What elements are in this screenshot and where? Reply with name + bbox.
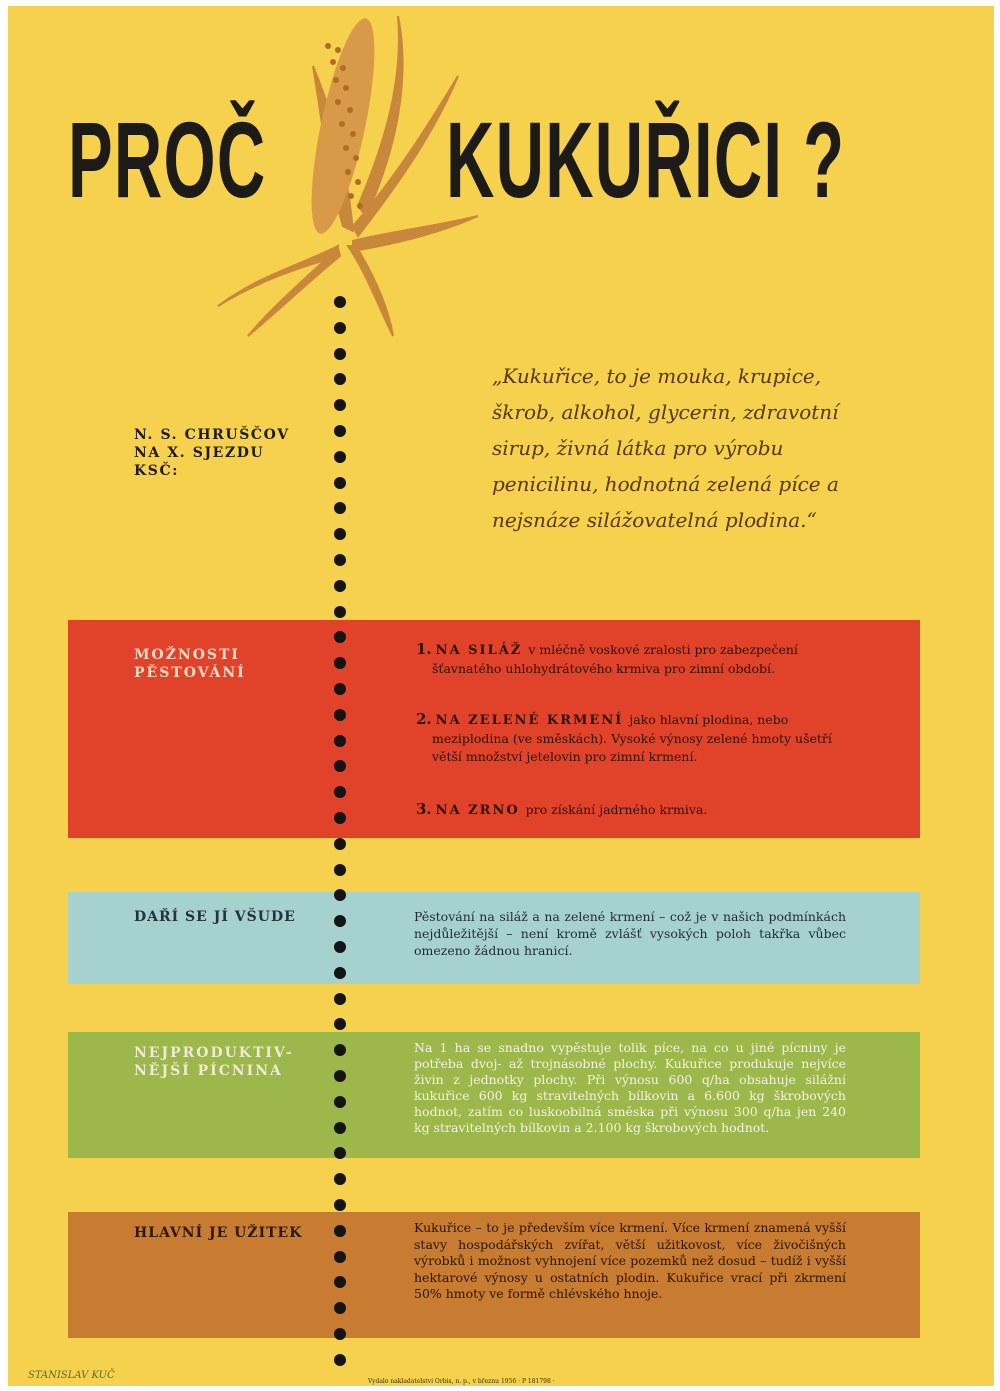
section-label-most-productive <box>134 1044 314 1080</box>
cultivation-item-1 <box>416 640 846 678</box>
divider-dot <box>334 1225 346 1237</box>
divider-dot <box>334 1302 346 1314</box>
divider-dot <box>334 786 346 798</box>
divider-dot <box>334 941 346 953</box>
item-text: jako hlavní plodina, nebo <box>629 712 789 727</box>
item-number: 1. <box>416 640 432 658</box>
divider-dot <box>334 502 346 514</box>
divider-dot <box>334 631 346 643</box>
divider-dot <box>334 1044 346 1056</box>
divider-dot <box>334 864 346 876</box>
divider-dot <box>334 967 346 979</box>
divider-dot <box>334 1147 346 1159</box>
section-label-line: PĚSTOVÁNÍ <box>134 665 246 681</box>
section-label-line: NĚJŠÍ PÍCNINA <box>134 1063 283 1079</box>
section-label-line: DAŘÍ SE JÍ VŠUDE <box>134 909 296 925</box>
divider-dot <box>334 296 346 308</box>
item-number: 2. <box>416 710 432 728</box>
divider-dot <box>334 348 346 360</box>
artist-signature: STANISLAV KUČ <box>28 1370 115 1381</box>
divider-dot <box>334 528 346 540</box>
item-text: pro získání jadrného krmiva. <box>525 802 708 817</box>
divider-dot <box>334 580 346 592</box>
quote-text: „Kukuřice, to je mouka, krupice, škrob, alkohol, glycerin, zdravotní sirup, živná látka pro výrobu penicilinu, hodnotná zelená píce a nejsnáze silážovatelná plodina.“ <box>492 364 839 532</box>
item-text-continued: meziplodina (ve směskách). Vysoké výnosy zelené hmoty ušetří větší množství jetelovin pro zimní krmení. <box>432 731 832 764</box>
divider-dot <box>334 993 346 1005</box>
divider-dot <box>334 889 346 901</box>
publisher-imprint: Vydalo nakladatelství Orbis, n. p., v březnu 1956 · P 181798 · <box>368 1378 555 1385</box>
divider-dot <box>334 1096 346 1108</box>
cultivation-item-2 <box>416 710 846 766</box>
item-heading: NA SILÁŽ <box>435 643 523 658</box>
divider-dot <box>334 812 346 824</box>
divider-dot <box>334 1251 346 1263</box>
poster <box>8 6 994 1386</box>
dotted-divider <box>334 296 346 1376</box>
section-text-thrives-everywhere: Pěstování na siláž a na zelené krmení – což je v našich podmínkách nejdůležitější – není kromě zvlášť vysokých poloh takřka vůbec omezeno žádnou hranicí. <box>414 909 846 958</box>
divider-dot <box>334 915 346 927</box>
divider-dot <box>334 425 346 437</box>
divider-dot <box>334 1122 346 1134</box>
divider-dot <box>334 760 346 772</box>
divider-dot <box>334 1018 346 1030</box>
author-line-3: KSČ: <box>134 463 179 479</box>
divider-dot <box>334 1173 346 1185</box>
section-label-main-benefit <box>134 1224 314 1242</box>
divider-dot <box>334 322 346 334</box>
divider-dot <box>334 657 346 669</box>
section-label-line: NEJPRODUKTIV- <box>134 1045 294 1061</box>
divider-dot <box>334 1328 346 1340</box>
item-text-continued: šťavnatého uhlohydrátového krmiva pro zimní období. <box>432 661 775 676</box>
section-label-line: MOŽNOSTI <box>134 647 240 663</box>
divider-dot <box>334 373 346 385</box>
section-label-thrives-everywhere <box>134 908 314 926</box>
divider-dot <box>334 1276 346 1288</box>
author-attribution <box>134 426 334 480</box>
item-number: 3. <box>416 800 432 818</box>
divider-dot <box>334 1070 346 1082</box>
divider-dot <box>334 735 346 747</box>
item-heading: NA ZELENÉ KRMENÍ <box>435 713 624 728</box>
author-line-2: NA X. SJEZDU <box>134 445 265 461</box>
divider-dot <box>334 838 346 850</box>
section-text-main-benefit: Kukuřice – to je především více krmení. Více krmení znamená vyšší stavy hospodářských zvířat, větší užitkovost, více živočišných výrobků i možnost vyhnojení více pozemků než dosud – tudíž i vyšší hektarové výnosy u ostatních plodin. Kukuřice vrací při zkrmení 50% hmoty ve formě chlévského hnoje. <box>414 1220 846 1301</box>
cultivation-item-3 <box>416 800 846 820</box>
divider-dot <box>334 554 346 566</box>
section-label-line: HLAVNÍ JE UŽITEK <box>134 1225 303 1241</box>
divider-dot <box>334 606 346 618</box>
divider-dot <box>334 399 346 411</box>
title-word-1: PROČ <box>68 99 267 220</box>
divider-dot <box>334 451 346 463</box>
section-text-most-productive: Na 1 ha se snadno vypěstuje tolik píce, na co u jiné pícniny je potřeba dvoj- až trojnásobné plochy. Kukuřice produkuje nejvíce živin z jednotky plochy. Při výnosu 600 q/ha obsahuje silážní kukuřice 600 kg stravitelných bílkovin a 6.600 kg škrobových hodnot, zatím co luskoobilná směska při výnosu 300 q/ha jen 240 kg stravitelných bílkovin a 2.100 kg škrobových hodnot. <box>414 1040 846 1135</box>
title-word-2: KUKUŘICI ? <box>446 99 846 220</box>
divider-dot <box>334 709 346 721</box>
divider-dot <box>334 683 346 695</box>
item-text: v mléčně voskové zralosti pro zabezpečení <box>528 642 798 657</box>
divider-dot <box>334 477 346 489</box>
divider-dot <box>334 1199 346 1211</box>
section-label-cultivation <box>134 646 314 682</box>
author-line-1: N. S. CHRUŠČOV <box>134 427 290 443</box>
divider-dot <box>334 1354 346 1366</box>
item-heading: NA ZRNO <box>435 803 520 818</box>
